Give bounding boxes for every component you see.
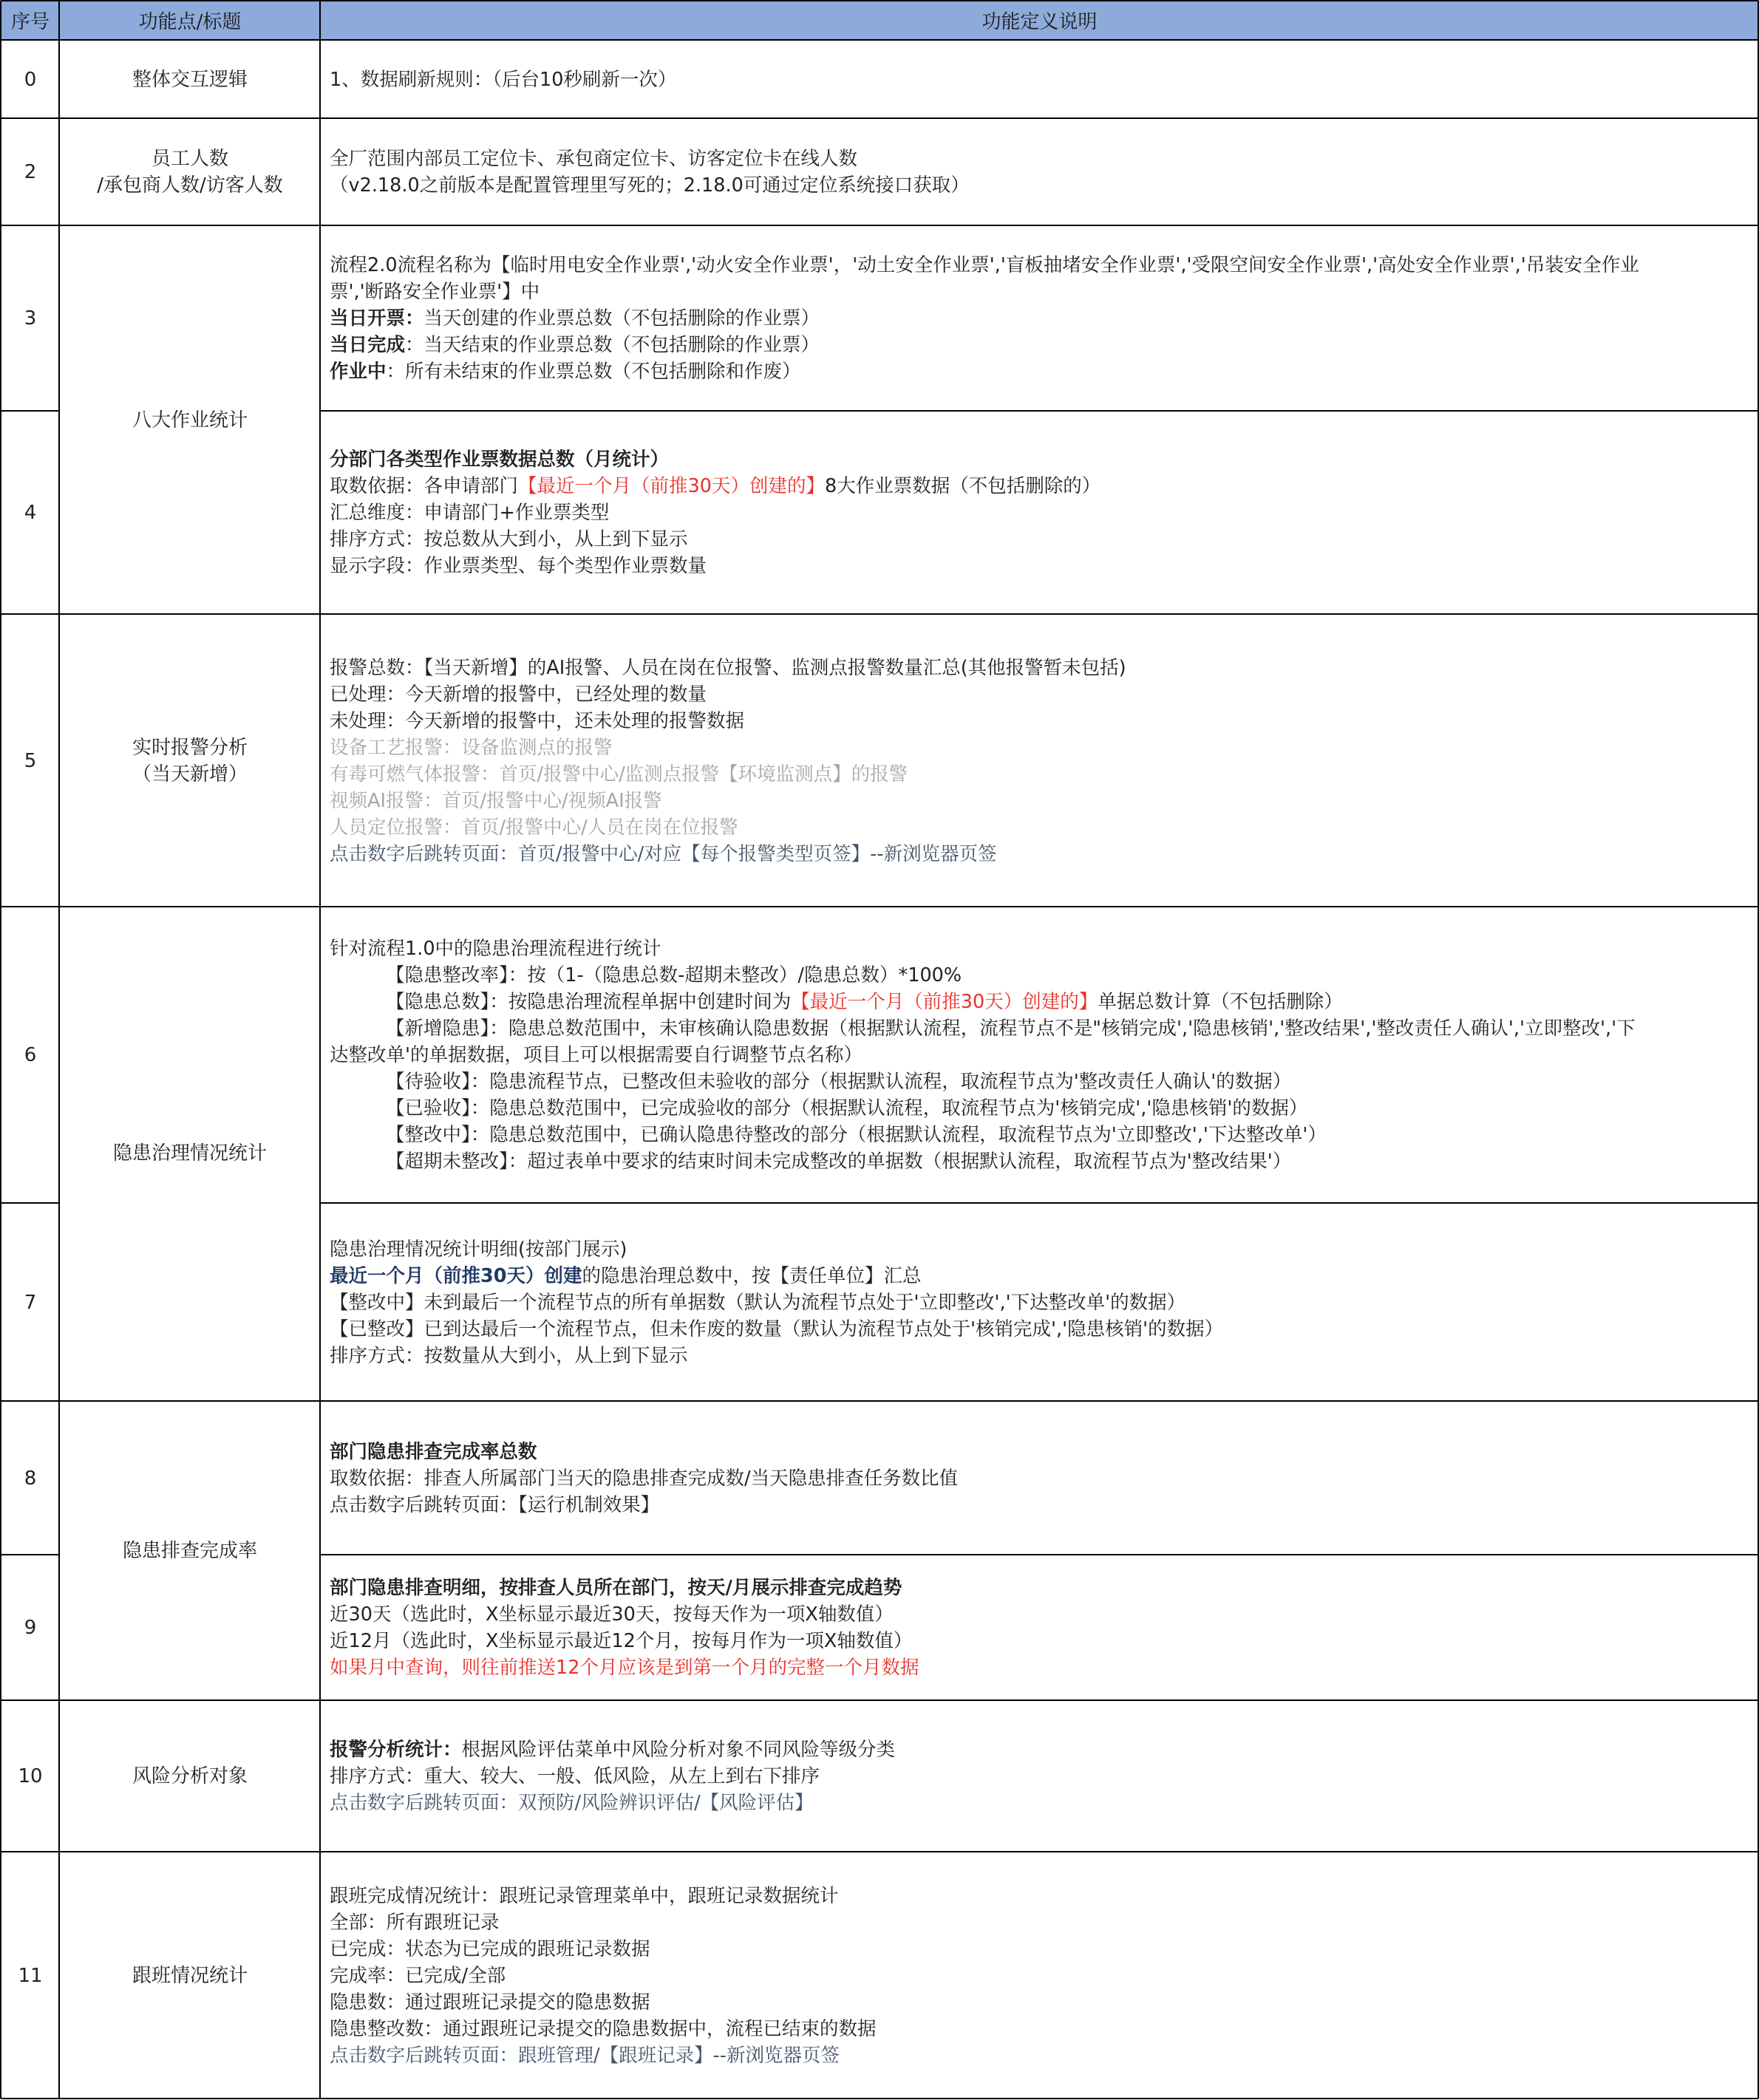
bold-term: 当日开票： [330,307,424,330]
description-line: 已处理：今天新增的报警中，已经处理的数量 [330,683,707,706]
description-line [330,989,1749,1015]
feature-title-text: 整体交互逻辑 [132,68,248,91]
description-line: 已完成：状态为已完成的跟班记录数据 [330,1937,650,1960]
text-segment: 根据风险评估菜单中风险分析对象不同风险等级分类 [461,1739,896,1761]
description-link-line: 点击数字后跳转页面：跟班管理/【跟班记录】--新浏览器页签 [330,2044,840,2067]
description-line [330,305,1749,332]
row-number: 7 [24,1291,37,1314]
feature-title [60,1402,320,1700]
description-heading: 分部门各类型作业票数据总数（月统计） [330,449,670,471]
description-line: 【已验收】：隐患总数范围中，已完成验收的部分（根据默认流程，取流程节点为'核销完成','隐患核销'的数据） [386,1097,1308,1119]
text-segment: 当天创建的作业票总数（不包括删除的作业票） [423,307,820,330]
feature-title [60,907,320,1401]
feature-title-text: （当天新增） [132,763,248,785]
description-line: （v2.18.0之前版本是配置管理里写死的；2.18.0可通过定位系统接口获取） [330,174,970,197]
description-cell [330,615,1749,907]
row-number: 4 [24,502,37,524]
description-line: 隐患治理情况统计明细(按部门展示) [330,1238,627,1261]
description-heading: 部门隐患排查完成率总数 [330,1440,537,1463]
text-segment: 单据总数计算（不包括删除） [1098,991,1343,1013]
text-segment: 的隐患治理总数中，按【责任单位】汇总 [582,1264,922,1287]
description-line: 跟班完成情况统计：跟班记录管理菜单中，跟班记录数据统计 [330,1884,839,1907]
description-line: 【整改中】未到最后一个流程节点的所有单据数（默认为流程节点处于'立即整改','下达整改单'的数据） [330,1291,1186,1314]
description-line: 点击数字后跳转页面：【运行机制效果】 [330,1493,660,1516]
row-number: 8 [24,1467,37,1490]
feature-title-text: 跟班情况统计 [132,1964,248,1987]
feature-title [60,226,320,614]
description-line: 1、数据刷新规则：（后台10秒刷新一次） [330,68,677,91]
description-line: 近12月（选此时，X坐标显示最近12个月，按每月作为一项X轴数值） [330,1630,913,1652]
description-cell [330,1402,1749,1555]
description-line [330,1263,1749,1289]
row-number: 10 [18,1765,43,1787]
description-line [330,332,1749,358]
highlight-text: 【最近一个月（前推30天）创建的】 [791,991,1098,1013]
description-line [330,358,1749,385]
highlight-text: 最近一个月（前推30天）创建 [330,1264,582,1287]
row-number: 3 [24,307,37,330]
highlight-text: 【最近一个月（前推30天）创建的】 [518,475,825,497]
description-line-muted: 视频AI报警：首页/报警中心/视频AI报警 [330,789,662,812]
description-line: 针对流程1.0中的隐患治理流程进行统计 [330,938,661,960]
bold-term: 当日完成 [330,334,406,356]
description-line: 【待验收】：隐患流程节点，已整改但未验收的部分（根据默认流程，取流程节点为'整改责任人确认'的数据） [386,1071,1292,1093]
row-number: 2 [24,161,37,183]
description-cell [330,907,1749,1203]
feature-title-text: 风险分析对象 [132,1765,248,1787]
description-line-muted: 有毒可燃气体报警：首页/报警中心/监测点报警【环境监测点】的报警 [330,763,908,785]
description-line: 排序方式：按数量从大到小，从上到下显示 [330,1344,688,1367]
feature-title-text: 隐患排查完成率 [122,1540,257,1562]
text-segment: 【隐患总数】：按隐患治理流程单据中创建时间为 [386,991,792,1013]
row-number: 0 [24,68,37,91]
text-segment: 8大作业票数据（不包括删除的） [824,475,1101,497]
description-heading: 部门隐患排查明细，按排查人员所在部门，按天/月展示排查完成趋势 [330,1577,902,1599]
bold-term: 报警分析统计： [330,1739,462,1761]
description-link-line: 点击数字后跳转页面：双预防/风险辨识评估/【风险评估】 [330,1792,814,1814]
description-cell [330,412,1749,614]
description-line: 取数依据：排查人所属部门当天的隐患排查完成数/当天隐患排查任务数比值 [330,1467,959,1490]
description-line: 未处理：今天新增的报警中，还未处理的报警数据 [330,709,745,732]
text-segment: ：所有未结束的作业票总数（不包括删除和作废） [386,361,801,383]
description-cell [330,1852,1749,2099]
description-line [330,1736,1749,1763]
feature-title-text: 八大作业统计 [132,409,248,432]
row-number: 5 [24,749,37,772]
feature-title-text: 实时报警分析 [132,736,248,759]
description-cell [330,41,1749,118]
description-line: 报警总数：【当天新增】的AI报警、人员在岗在位报警、监测点报警数量汇总(其他报警暂未包括) [330,656,1126,679]
description-line [330,473,1749,500]
text-segment: 取数依据：各申请部门 [330,475,519,497]
description-line: 排序方式：按总数从大到小，从上到下显示 [330,528,688,550]
row-number: 11 [18,1964,43,1987]
description-line: 【超期未整改】：超过表单中要求的结束时间未完成整改的单据数（根据默认流程，取流程节点为'整改结果'） [386,1150,1292,1173]
description-line: 显示字段：作业票类型、每个类型作业票数量 [330,555,707,577]
text-segment: ：当天结束的作业票总数（不包括删除的作业票） [405,334,820,356]
feature-title [60,119,320,225]
feature-title [60,1852,320,2099]
header-col-title: 功能点/标题 [138,10,242,33]
description-line: 达整改单'的单据数据，项目上可以根据需要自行调整节点名称） [330,1044,863,1066]
feature-title-text: /承包商人数/访客人数 [97,174,283,197]
description-warning-line: 如果月中查询，则往前推送12个月应该是到第一个月的完整一个月数据 [330,1657,919,1679]
row-number: 9 [24,1617,37,1639]
description-line: 【已整改】已到达最后一个流程节点，但未作废的数量（默认为流程节点处于'核销完成','隐患核销'的数据） [330,1317,1224,1340]
bold-term: 作业中 [330,361,387,383]
description-line: 隐患数：通过跟班记录提交的隐患数据 [330,1991,650,2014]
description-cell [330,226,1749,411]
feature-title [60,41,320,118]
description-line: 排序方式：重大、较大、一般、低风险，从左上到右下排序 [330,1765,820,1787]
feature-title-text: 员工人数 [151,148,228,170]
description-line: 汇总维度：申请部门+作业票类型 [330,502,610,524]
description-line: 票','断路安全作业票'】中 [330,281,540,303]
row-number: 6 [24,1044,37,1066]
description-link-line: 点击数字后跳转页面：首页/报警中心/对应【每个报警类型页签】--新浏览器页签 [330,842,997,865]
description-line: 隐患整改数：通过跟班记录提交的隐患数据中，流程已结束的数据 [330,2017,877,2040]
description-line: 全厂范围内部员工定位卡、承包商定位卡、访客定位卡在线人数 [330,148,858,170]
description-line-muted: 设备工艺报警：设备监测点的报警 [330,736,613,759]
description-line: 全部：所有跟班记录 [330,1911,500,1934]
description-line: 【整改中】：隐患总数范围中，已确认隐患待整改的部分（根据默认流程，取流程节点为'立即整改','下达整改单'） [386,1124,1327,1146]
header-col-no: 序号 [10,10,50,33]
feature-title-text: 隐患治理情况统计 [112,1142,267,1165]
feature-title [60,615,320,907]
description-line: 流程2.0流程名称为【临时用电安全作业票','动火安全作业票'，'动土安全作业票','盲板抽堵安全作业票','受限空间安全作业票','高处安全作业票','吊装安全作业 [330,254,1639,276]
description-line: 【隐患整改率】：按（1-（隐患总数-超期未整改）/隐患总数）*100% [386,964,962,986]
description-cell [330,1701,1749,1852]
description-line: 完成率：已完成/全部 [330,1964,506,1987]
description-line: 【新增隐患】：隐患总数范围中，未审核确认隐患数据（根据默认流程，流程节点不是"核销完成','隐患核销','整改结果','整改责任人确认','立即整改','下 [386,1017,1636,1040]
description-cell [330,119,1749,225]
description-cell [330,1204,1749,1401]
description-line: 近30天（选此时，X坐标显示最近30天，按每天作为一项X轴数值） [330,1603,894,1626]
description-line-muted: 人员定位报警：首页/报警中心/人员在岗在位报警 [330,816,738,839]
feature-title [60,1701,320,1852]
description-cell [330,1555,1749,1700]
header-col-desc: 功能定义说明 [981,10,1098,33]
